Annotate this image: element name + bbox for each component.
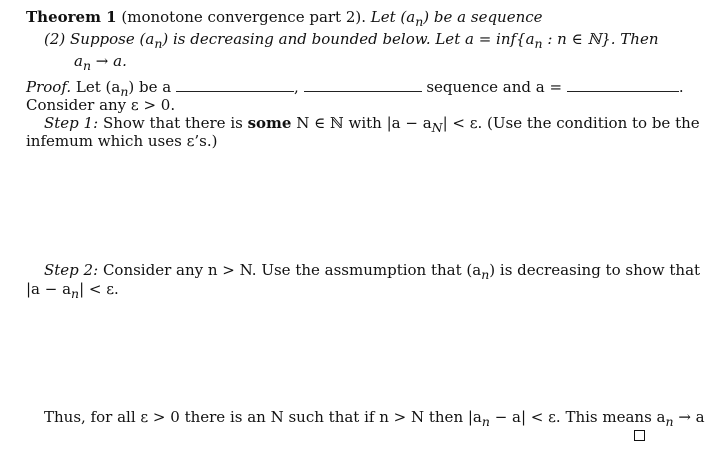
blank-3[interactable] xyxy=(567,77,679,92)
theorem-item-2: (2) Suppose $(a_n)$ is decreasing and bounded below. Let $a = inf\{a_n$ : n ∈ ℕ}. Then xyxy=(44,30,659,51)
theorem-label: Theorem 1 xyxy=(26,8,117,26)
theorem-lead: Let $(a_n)$ be a sequence xyxy=(370,8,543,29)
step1-line2: infemum which uses ε’s.) xyxy=(26,132,218,150)
blank-1[interactable] xyxy=(176,77,294,92)
theorem-title: (monotone convergence part 2). xyxy=(121,8,367,26)
blank-2[interactable] xyxy=(304,77,422,92)
conclusion-line: Thus, for all ε > 0 there is an N such that if n > N then $|a_n - a| < \varepsilon$. This means $a_n \to a$ xyxy=(44,408,705,429)
proof-intro: Proof. Let $(a_n)$ be a , sequence and a = . xyxy=(26,78,684,99)
step2-line1: Step 2: Consider any n > N. Use the assmumption that $(a_n)$ is decreasing to show that xyxy=(44,261,701,282)
step1-line1: Step 1: Show that there is some N ∈ ℕ with $|a - a_N| < \varepsilon$. (Use the condition to be the xyxy=(44,114,700,135)
proof-consider: Consider any ε > 0. xyxy=(26,96,176,114)
theorem-conclusion: $a_n \to a$. xyxy=(74,52,127,73)
proof-label: Proof. xyxy=(26,78,72,96)
step2-label: Step 2: xyxy=(44,261,99,279)
step2-line2: $|a - a_n| < \varepsilon$. xyxy=(26,280,119,301)
qed-square-icon xyxy=(634,430,645,441)
step1-label: Step 1: xyxy=(44,114,99,132)
